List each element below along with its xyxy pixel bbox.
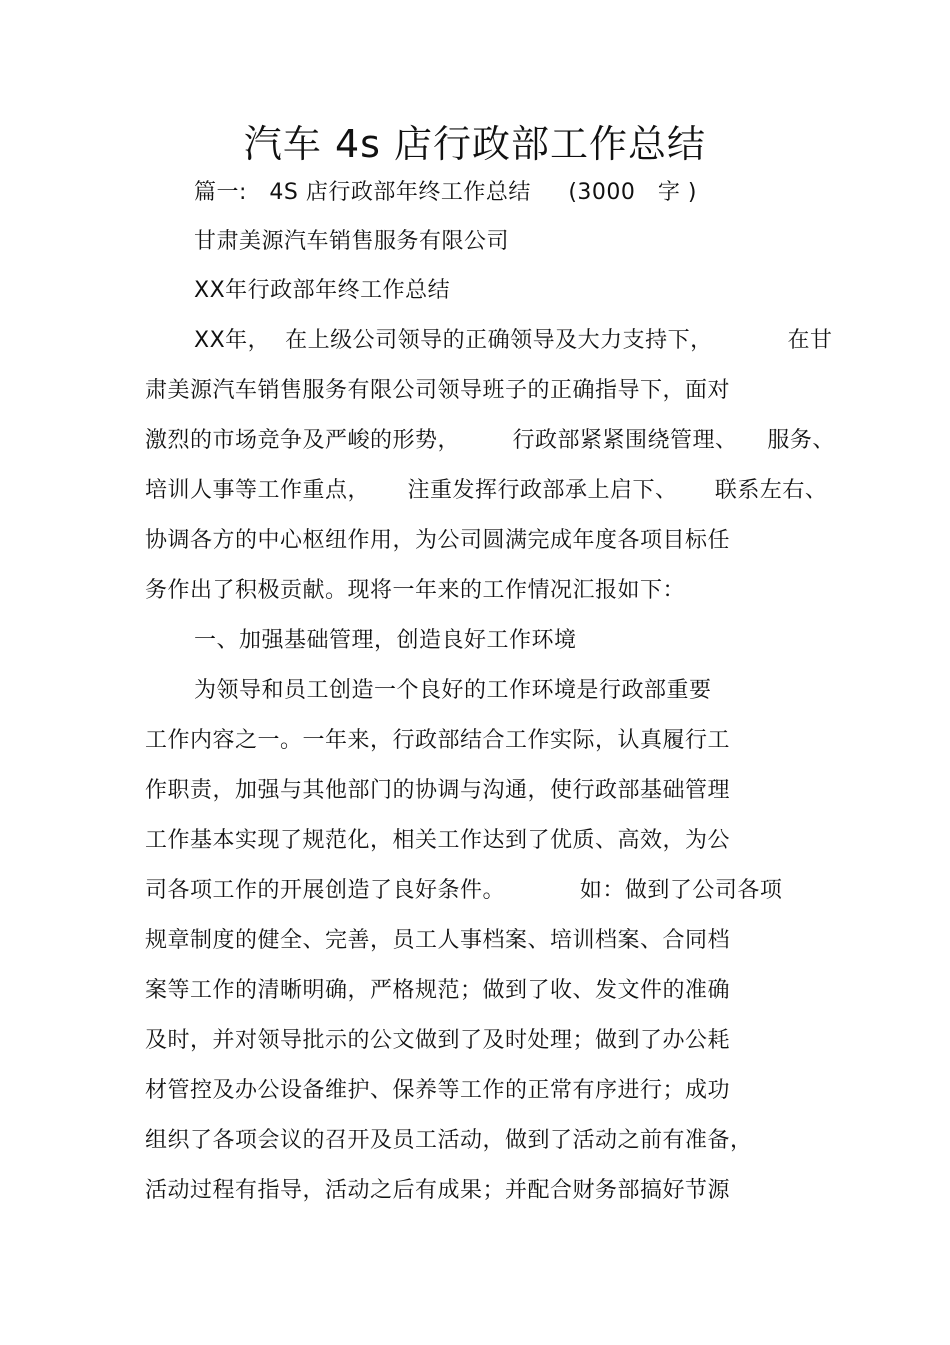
paragraph-1-line-6: 务作出了积极贡献。现将一年来的工作情况汇报如下： [145, 578, 686, 603]
paragraph-2-line-10: 组织了各项会议的召开及员工活动，做到了活动之前有准备， [145, 1128, 753, 1153]
paragraph-1-line-3: 激烈的市场竞争及严峻的形势， 行政部紧紧围绕管理、 服务、 [145, 428, 835, 453]
paragraph-2-line-2: 工作内容之一。一年来，行政部结合工作实际，认真履行工 [145, 728, 731, 753]
paragraph-2-line-5: 司各项工作的开展创造了良好条件。 如：做到了公司各项 [145, 878, 783, 903]
company-name-line: 甘肃美源汽车销售服务有限公司 [194, 229, 510, 254]
paragraph-1-line-1: XX年， 在上级公司领导的正确领导及大力支持下， 在甘 [194, 328, 833, 353]
paragraph-2-line-11: 活动过程有指导，活动之后有成果；并配合财务部搞好节源 [145, 1178, 731, 1203]
paragraph-2-line-1: 为领导和员工创造一个良好的工作环境是行政部重要 [194, 678, 712, 703]
paragraph-1-line-4: 培训人事等工作重点， 注重发挥行政部承上启下、 联系左右、 [145, 478, 828, 503]
section-heading-1: 一、加强基础管理，创造良好工作环境 [194, 628, 577, 653]
paragraph-2-line-6: 规章制度的健全、完善，员工人事档案、培训档案、合同档 [145, 928, 731, 953]
paragraph-1-line-2: 肃美源汽车销售服务有限公司领导班子的正确指导下，面对 [145, 378, 731, 403]
paragraph-2-line-7: 案等工作的清晰明确，严格规范；做到了收、发文件的准确 [145, 978, 731, 1003]
report-heading-line: XX年行政部年终工作总结 [194, 278, 451, 303]
document-title: 汽车 4s 店行政部工作总结 [243, 122, 707, 166]
paragraph-2-line-3: 作职责，加强与其他部门的协调与沟通，使行政部基础管理 [145, 778, 731, 803]
subtitle-line: 篇一: 4S 店行政部年终工作总结 (3000 字 ) [194, 180, 697, 205]
paragraph-2-line-9: 材管控及办公设备维护、保养等工作的正常有序进行；成功 [145, 1078, 731, 1103]
paragraph-2-line-8: 及时，并对领导批示的公文做到了及时处理；做到了办公耗 [145, 1028, 731, 1053]
paragraph-2-line-4: 工作基本实现了规范化，相关工作达到了优质、高效，为公 [145, 828, 731, 853]
paragraph-1-line-5: 协调各方的中心枢纽作用，为公司圆满完成年度各项目标任 [145, 528, 731, 553]
